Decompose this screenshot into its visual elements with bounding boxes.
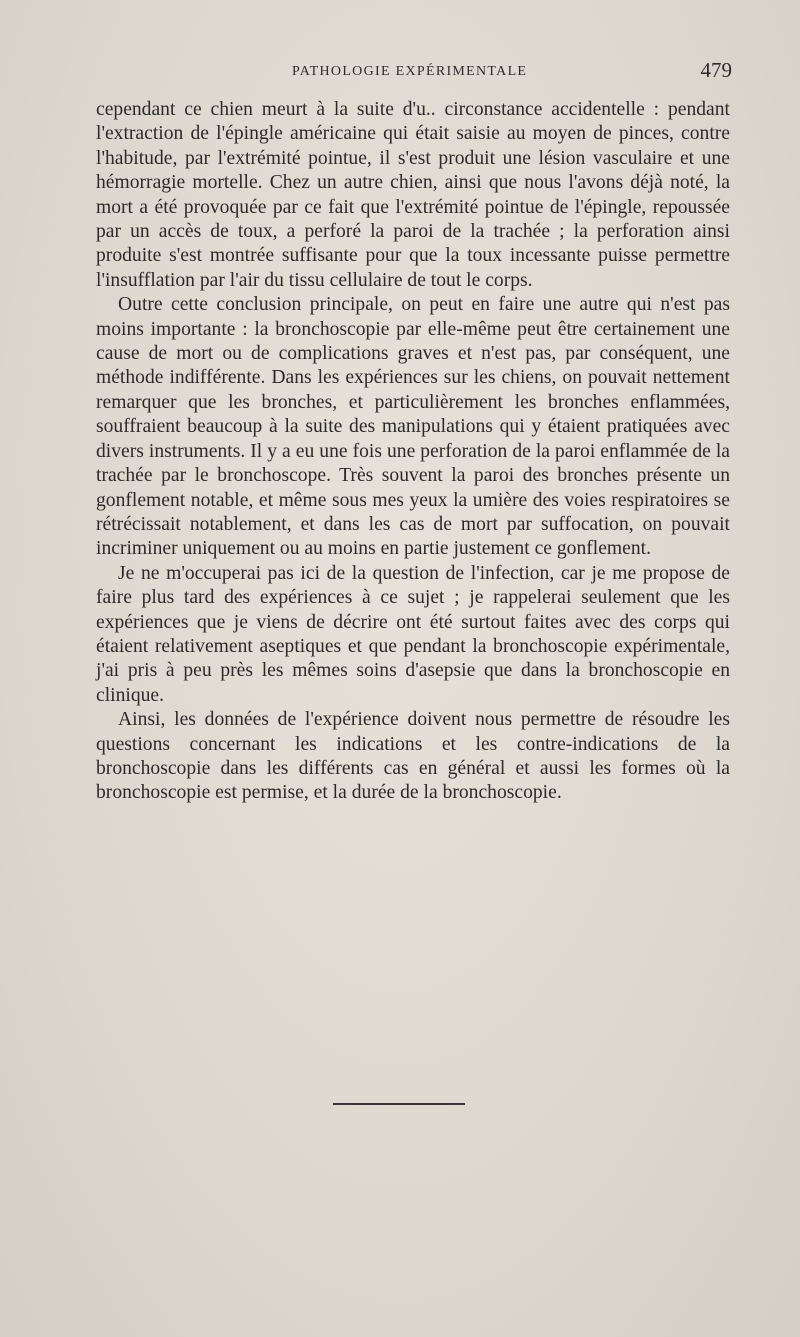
page-header	[96, 58, 736, 84]
body-text	[96, 98, 730, 806]
running-title: PATHOLOGIE EXPÉRIMENTALE	[292, 64, 528, 79]
paragraph: Ainsi, les données de l'expérience doivent nous permettre de résoudre les questions concernant les indications et les contre-indications de la bronchoscopie dans les différents cas en général et aussi les formes où la bronchoscopie est permise, et la durée de la bronchoscopie.	[96, 709, 730, 804]
page-number: 479	[700, 58, 732, 82]
paragraph: cependant ce chien meurt à la suite d'u.. circonstance accidentelle : pendant l'extraction de l'épingle américaine qui était saisie au moyen de pinces, contre l'habitude, par l'extrémité pointue, il s'est produit une lésion vasculaire et une hémorragie mortelle. Chez un autre chien, ainsi que nous l'avons déjà noté, la mort a été provoquée par ce fait que l'extrémité pointue de l'épingle, repoussée par un accès de toux, a perforé la paroi de la trachée ; la perforation ainsi produite s'est montrée suffisante pour que la toux incessante puisse permettre l'insufflation par l'air du tissu cellulaire de tout le corps.	[96, 99, 730, 291]
section-end-rule	[333, 1103, 465, 1105]
paragraph: Outre cette conclusion principale, on peut en faire une autre qui n'est pas moins importante : la bronchoscopie par elle-même peut être certainement une cause de mort ou de complications graves et n'est pas, par conséquent, une méthode indifférente. Dans les expériences sur les chiens, on pouvait nettement remarquer que les bronches, et particulièrement les bronches enflammées, souffraient beaucoup à la suite des manipulations qui y étaient pratiquées avec divers instruments. Il y a eu une fois une perforation de la paroi enflammée de la trachée par le bronchoscope. Très souvent la paroi des bronches présente un gonflement notable, et même sous mes yeux la umière des voies respiratoires se rétrécissait notablement, et dans les cas de mort par suffocation, on pouvait incriminer uniquement ou au moins en partie justement ce gonflement.	[96, 294, 730, 560]
paragraph: Je ne m'occuperai pas ici de la question de l'infection, car je me propose de faire plus tard des expériences à ce sujet ; je rappelerai seulement que les expériences que je viens de décrire ont été surtout faites avec des corps qui étaient relativement aseptiques et que pendant la bronchoscopie expérimentale, j'ai pris à peu près les mêmes soins d'asepsie que dans la bronchoscopie en clinique.	[96, 562, 730, 706]
